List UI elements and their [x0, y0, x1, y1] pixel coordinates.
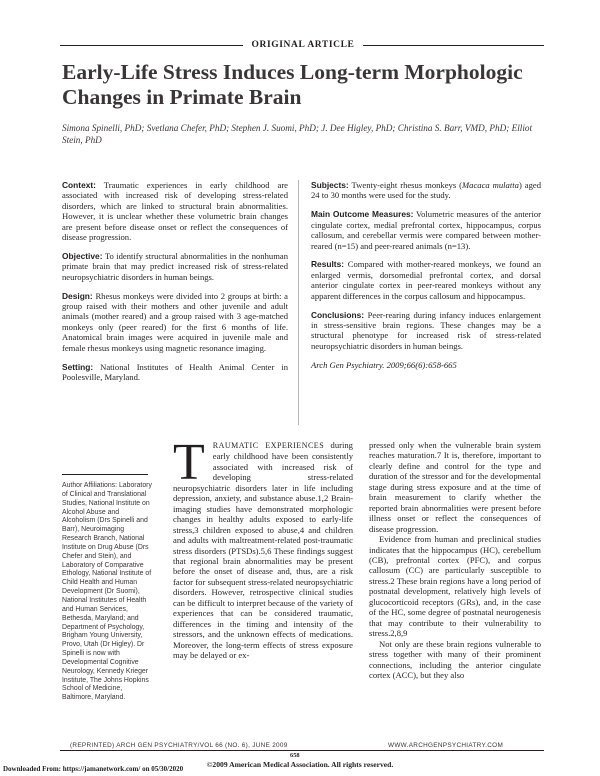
- body-paragraph-3: Evidence from human and preclinical studies indicates that the hippocampus (HC), cerebellum (CB), prefrontal cortex (PFC), and corpus callosum (CC) are particularly susceptible to stress.2 These brain regions have a long period of postnatal development, relatively high levels of glucocorticoid receptors (GRs), and, in the case of the HC, some degree of postnatal neurogenesis that may contribute to their vulnerability to stress.2,8,9: [369, 534, 541, 639]
- abstract-design: Design: Rhesus monkeys were divided into 2 groups at birth: a group raised with their mothers and other juvenile and adult animals (mother reared) and a group raised with 3 age-matched monkeys only (peer reared) for the first 6 months of life. Anatomical brain images were acquired in juvenile male and female rhesus monkeys using magnetic resonance imaging.: [62, 290, 288, 353]
- abstract-context: Context: Traumatic experiences in early childhood are associated with increased risk of developing stress-related disorders, which are linked to structural brain abnormalities. However, it is unclear whether these volumetric brain changes are present before disease onset or reflect the consequences of disease progression.: [62, 180, 288, 243]
- abstract-conclusions: Conclusions: Peer-rearing during infancy induces enlargement in stress-sensitive brain regions. These changes may be a structural phenotype for increased risk of stress-related neuropsychiatric disorders in human beings.: [311, 309, 541, 351]
- article-title: Early-Life Stress Induces Long-term Morphologic Changes in Primate Brain: [62, 60, 523, 109]
- article-citation: Arch Gen Psychiatry. 2009;66(6):658-665: [311, 359, 457, 370]
- abstract-left-column: [62, 180, 288, 391]
- running-footer-right: WWW.ARCHGENPSYCHIATRY.COM: [388, 742, 504, 749]
- article-authors: Simona Spinelli, PhD; Svetlana Chefer, PhD; Stephen J. Suomi, PhD; J. Dee Higley, PhD; Christina S. Barr, VMD, PhD; Elliot Stein, PhD: [62, 123, 533, 145]
- abstract-outcome: Main Outcome Measures: Volumetric measures of the anterior cingulate cortex, medial prefrontal cortex, hippocampus, corpus callosum, and cerebellar vermis were compared between mother-reared (n=15) and peer-reared animals (n=13).: [311, 209, 541, 251]
- abstract-right-column: [311, 180, 541, 379]
- abstract-subjects: Subjects: Twenty-eight rhesus monkeys (Macaca mulatta) aged 24 to 30 months were used for the study.: [311, 180, 541, 201]
- abstract-setting: Setting: National Institutes of Health Animal Center in Poolesville, Maryland.: [62, 361, 288, 382]
- download-notice: Downloaded From: https://jamanetwork.com/ on 05/30/2020: [3, 765, 184, 773]
- author-affiliations: Author Affiliations: Laboratory of Clinical and Translational Studies, National Institute on Alcohol Abuse and Alcoholism (Drs Spinelli and Barr), Neuroimaging Research Branch, National Institute on Drug Abuse (Drs Chefer and Stein), and Laboratory of Comparative Ethology, National Institute of Child Health and Human Development (Dr Suomi), National Institutes of Health and Human Services, Bethesda, Maryland; and Department of Psychology, Brigham Young University, Provo, Utah (Dr Higley). Dr Spinelli is now with Developmental Cognitive Neurology, Kennedy Krieger Institute, The Johns Hopkins School of Medicine, Baltimore, Maryland.: [62, 482, 152, 702]
- section-tag: ORIGINAL ARTICLE: [243, 38, 363, 53]
- body-paragraph-1: T RAUMATIC EXPERIENCES during early childhood have been consistently associated with increased risk of developing stress-related neuropsychiatric disorders later in life including depression, anxiety, and substance abuse.1,2 Brain-imaging studies have demonstrated morphologic changes in healthy adults exposed to early-life stress,3 children exposed to abuse,4 and children and adults with maltreatment-related post-traumatic stress disorders (PTSDs).5,6 These findings suggest that regional brain abnormalities may be present before the onset of disease and, thus, are a risk factor for subsequent stress-related neuropsychiatric disorders. However, retrospective clinical studies can be difficult to interpret because of the variety of experiences that can be considered traumatic, differences in the timing and intensity of the stressors, and the unknown effects of medications. Moreover, the long-term effects of stress exposure may be delayed or ex-: [173, 434, 353, 661]
- abstract-objective: Objective: To identify structural abnormalities in the nonhuman primate brain that may predict increased risk of stress-related neuropsychiatric disorders in human beings.: [62, 250, 288, 282]
- abstract-column-divider: [298, 180, 299, 425]
- affiliations-rule: [62, 474, 148, 475]
- drop-cap: T: [173, 434, 205, 491]
- page-number: 658: [290, 752, 300, 759]
- footer-rule: [60, 750, 544, 751]
- body-paragraph-4: Not only are these brain regions vulnerable to stress together with many of their prominent connections, including the anterior cingulate cortex (ACC), but they also: [369, 638, 541, 680]
- abstract-results: Results: Compared with mother-reared monkeys, we found an enlarged vermis, dorsomedial prefrontal cortex, and dorsal anterior cingulate cortex in peer-reared monkeys without any apparent differences in the corpus callosum and hippocampus.: [311, 259, 541, 301]
- body-column-1: [173, 434, 353, 661]
- copyright-notice: ©2009 American Medical Association. All rights reserved.: [206, 760, 394, 769]
- body-column-2: [369, 440, 541, 680]
- running-footer-left: (REPRINTED) ARCH GEN PSYCHIATRY/VOL 66 (NO. 6), JUNE 2009: [70, 742, 288, 749]
- body-paragraph-2: pressed only when the vulnerable brain system reaches maturation.7 It is, therefore, important to clearly define and control for the type and duration of the stressor and for the developmental stage during stress exposure and at the time of brain measurement to clarify whether the reported brain abnormalities were present before illness onset or reflect the consequences of disease progression.: [369, 440, 541, 534]
